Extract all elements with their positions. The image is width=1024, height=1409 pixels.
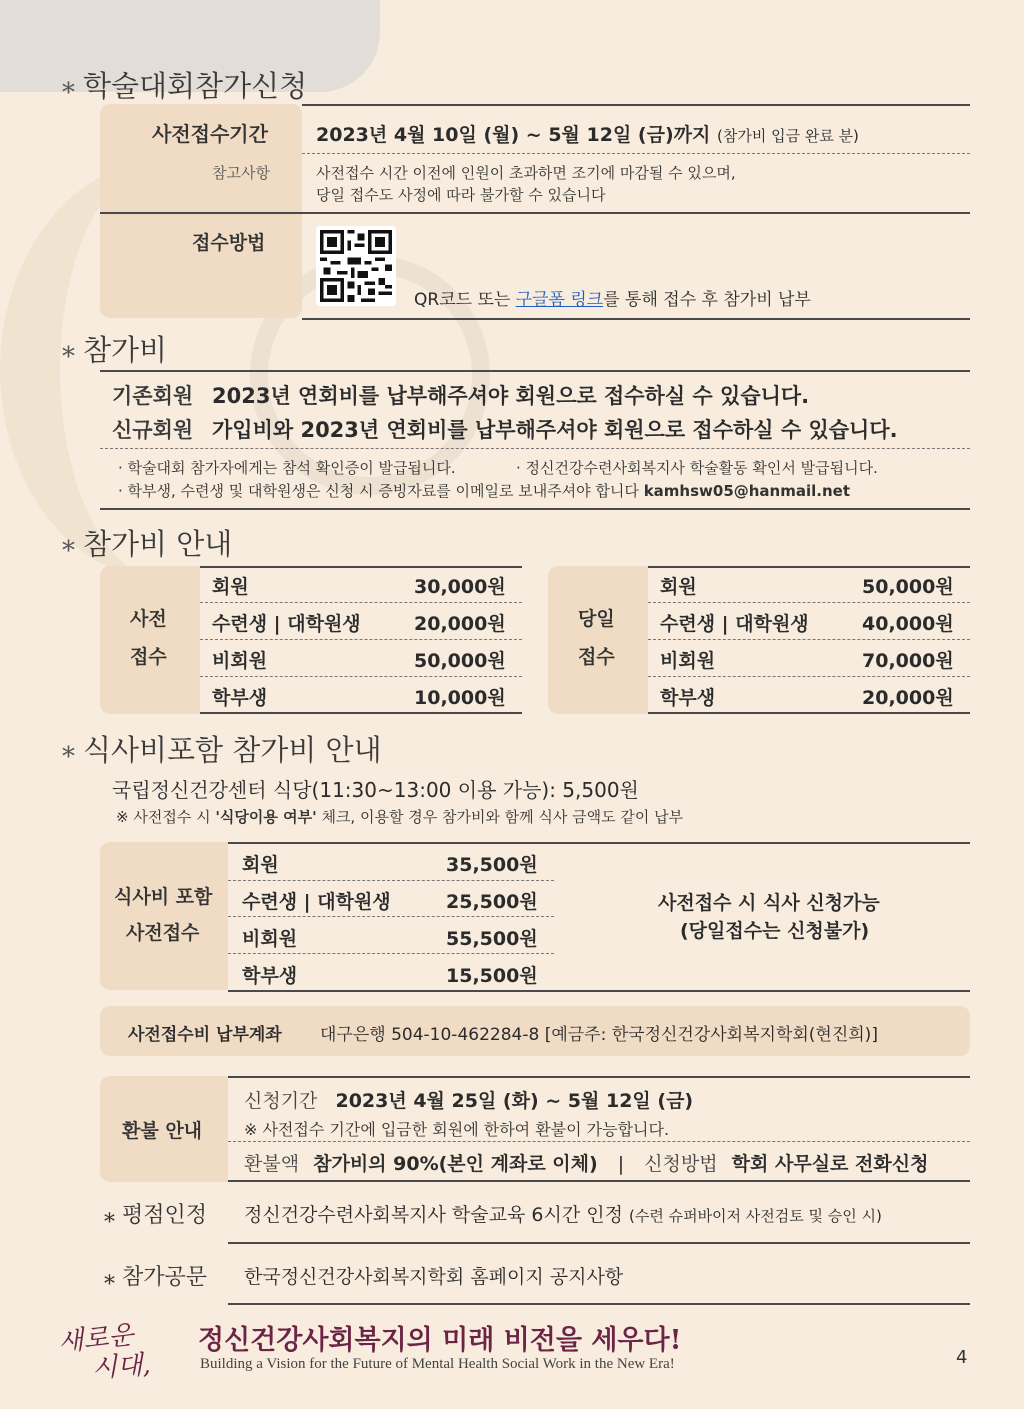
divider	[648, 566, 970, 568]
divider-dashed	[200, 676, 522, 677]
meal-row-price: 35,500원	[446, 854, 538, 876]
divider-dashed	[228, 880, 554, 881]
asterisk-mark-icon: ⁎	[62, 527, 75, 558]
onsite-row-name: 수련생 | 대학원생	[660, 613, 809, 635]
meal-side-1: 사전접수 시 식사 신청가능	[658, 892, 880, 914]
divider-dashed	[648, 676, 970, 677]
asterisk-mark-icon: ⁎	[104, 1203, 122, 1228]
divider	[228, 990, 970, 992]
meal-label-panel	[100, 842, 228, 990]
onsite-label-1: 당일	[578, 608, 615, 630]
pre-label-panel	[100, 566, 200, 714]
meal-note: ※ 사전접수 시 '식당이용 여부' 체크, 이용할 경우 참가비와 함께 식사 금액도 같이 납부	[116, 808, 684, 826]
pre-label-2: 접수	[130, 646, 167, 668]
section-title-fee-guide: ⁎ 참가비 안내	[62, 527, 233, 561]
refund-period: 신청기간 2023년 4월 25일 (화) ~ 5월 12일 (금)	[244, 1090, 694, 1112]
divider	[228, 1242, 970, 1244]
qr-code-icon[interactable]	[316, 226, 396, 306]
account-label: 사전접수비 납부계좌	[128, 1025, 282, 1045]
section-title-registration: ⁎ 학술대회참가신청	[62, 69, 308, 103]
divider	[228, 1076, 970, 1078]
divider-dashed	[302, 153, 970, 154]
meal-row-name: 비회원	[242, 928, 298, 950]
ref-line1: 사전접수 시간 이전에 인원이 초과하면 조기에 마감될 수 있으며,	[316, 164, 736, 182]
credit-title: ⁎ 평점인정	[104, 1203, 208, 1228]
account-value: 대구은행 504-10-462284-8 [예금주: 한국정신건강사회복지학회(현진희)]	[320, 1025, 878, 1045]
meal-label-1: 식사비 포함	[114, 886, 213, 908]
pre-row-name: 수련생 | 대학원생	[212, 613, 361, 635]
refund-amount: 환불액 참가비의 90%(본인 계좌로 이체) | 신청방법 학회 사무실로 전화신청	[244, 1153, 929, 1175]
meal-row-price: 55,500원	[446, 928, 538, 950]
pre-row-name: 학부생	[212, 687, 268, 709]
asterisk-mark-icon: ⁎	[104, 1265, 122, 1290]
cafeteria-info: 국립정신건강센터 식당(11:30~13:00 이용 가능): 5,500원	[112, 778, 639, 802]
note1b: · 정신건강수련사회복지사 학술활동 확인서 발급됩니다.	[516, 459, 878, 477]
pre-row-price: 50,000원	[414, 650, 506, 672]
onsite-row-price: 50,000원	[862, 576, 954, 598]
section-title-fee: ⁎ 참가비	[62, 333, 168, 367]
footer-title: 정신건강사회복지의 미래 비전을 세우다!	[198, 1325, 682, 1356]
meal-side-2: (당일접수는 신청불가)	[680, 920, 870, 942]
divider-dashed	[648, 639, 970, 640]
ref-label: 참고사항	[212, 164, 270, 182]
meal-row-price: 15,500원	[446, 965, 538, 987]
credit-text: 정신건강수련사회복지사 학술교육 6시간 인정 (수련 슈퍼바이저 사전검토 및 승인 시)	[244, 1204, 882, 1226]
divider	[200, 712, 522, 714]
period-label: 사전접수기간	[152, 122, 268, 146]
divider	[302, 104, 970, 106]
pre-row-price: 10,000원	[414, 687, 506, 709]
divider	[648, 712, 970, 714]
notice-title: ⁎ 참가공문	[104, 1265, 208, 1290]
onsite-row-price: 40,000원	[862, 613, 954, 635]
pre-label-1: 사전	[130, 608, 167, 630]
pre-row-name: 비회원	[212, 650, 268, 672]
period-value: 2023년 4월 10일 (월) ~ 5월 12일 (금)까지 (참가비 입금 완료 분)	[316, 124, 859, 146]
divider	[228, 1180, 970, 1182]
divider	[200, 566, 522, 568]
existing-label: 기존회원	[112, 384, 194, 408]
onsite-row-name: 회원	[660, 576, 697, 598]
onsite-row-name: 학부생	[660, 687, 716, 709]
pre-row-price: 20,000원	[414, 613, 506, 635]
refund-label: 환불 안내	[122, 1120, 203, 1142]
pre-row-name: 회원	[212, 576, 249, 598]
divider-dashed	[200, 602, 522, 603]
divider-dashed	[228, 1141, 970, 1142]
divider	[100, 212, 970, 214]
pre-row-price: 30,000원	[414, 576, 506, 598]
meal-row-name: 회원	[242, 854, 279, 876]
existing-text: 2023년 연회비를 납부해주셔야 회원으로 접수하실 수 있습니다.	[212, 384, 810, 408]
meal-row-name: 수련생 | 대학원생	[242, 891, 391, 913]
meal-row-name: 학부생	[242, 965, 298, 987]
google-form-link[interactable]: 구글폼 링크	[515, 290, 604, 310]
new-text: 가입비와 2023년 연회비를 납부해주셔야 회원으로 접수하실 수 있습니다.	[212, 418, 898, 442]
divider	[228, 1303, 970, 1305]
divider	[100, 508, 970, 510]
divider	[302, 318, 970, 320]
divider-dashed	[228, 953, 554, 954]
meal-row-price: 25,500원	[446, 891, 538, 913]
divider	[100, 370, 970, 372]
divider-dashed	[648, 602, 970, 603]
divider-dashed	[100, 448, 970, 449]
new-label: 신규회원	[112, 418, 194, 442]
asterisk-mark-icon: ⁎	[62, 733, 75, 764]
divider-dashed	[228, 916, 554, 917]
footer-subtitle: Building a Vision for the Future of Mental Health Social Work in the New Era!	[200, 1356, 675, 1372]
page-number: 4	[956, 1347, 968, 1368]
refund-note: ※ 사전접수 기간에 입금한 회원에 한하여 환불이 가능합니다.	[244, 1120, 670, 1139]
onsite-label-panel	[548, 566, 648, 714]
slogan-signature: 새로운 시대,	[56, 1320, 152, 1384]
asterisk-mark-icon: ⁎	[62, 333, 75, 364]
section-title-meal: ⁎ 식사비포함 참가비 안내	[62, 733, 382, 767]
notice-text: 한국정신건강사회복지학회 홈페이지 공지사항	[244, 1266, 624, 1288]
divider	[228, 842, 970, 844]
email-link[interactable]: kamhsw05@hanmail.net	[643, 482, 850, 500]
ref-line2: 당일 접수도 사정에 따라 불가할 수 있습니다	[316, 186, 606, 204]
asterisk-mark-icon: ⁎	[62, 69, 75, 100]
onsite-label-2: 접수	[578, 646, 615, 668]
divider-dashed	[200, 639, 522, 640]
onsite-row-price: 20,000원	[862, 687, 954, 709]
onsite-row-price: 70,000원	[862, 650, 954, 672]
method-label: 접수방법	[192, 232, 266, 254]
method-text: QR코드 또는 구글폼 링크를 통해 접수 후 참가비 납부	[414, 290, 811, 310]
meal-label-2: 사전접수	[126, 922, 200, 944]
note2: · 학부생, 수련생 및 대학원생은 신청 시 증빙자료를 이메일로 보내주셔야 합니다 kamhsw05@hanmail.net	[118, 482, 850, 500]
onsite-row-name: 비회원	[660, 650, 716, 672]
note1a: · 학술대회 참가자에게는 참석 확인증이 발급됩니다.	[118, 459, 456, 477]
